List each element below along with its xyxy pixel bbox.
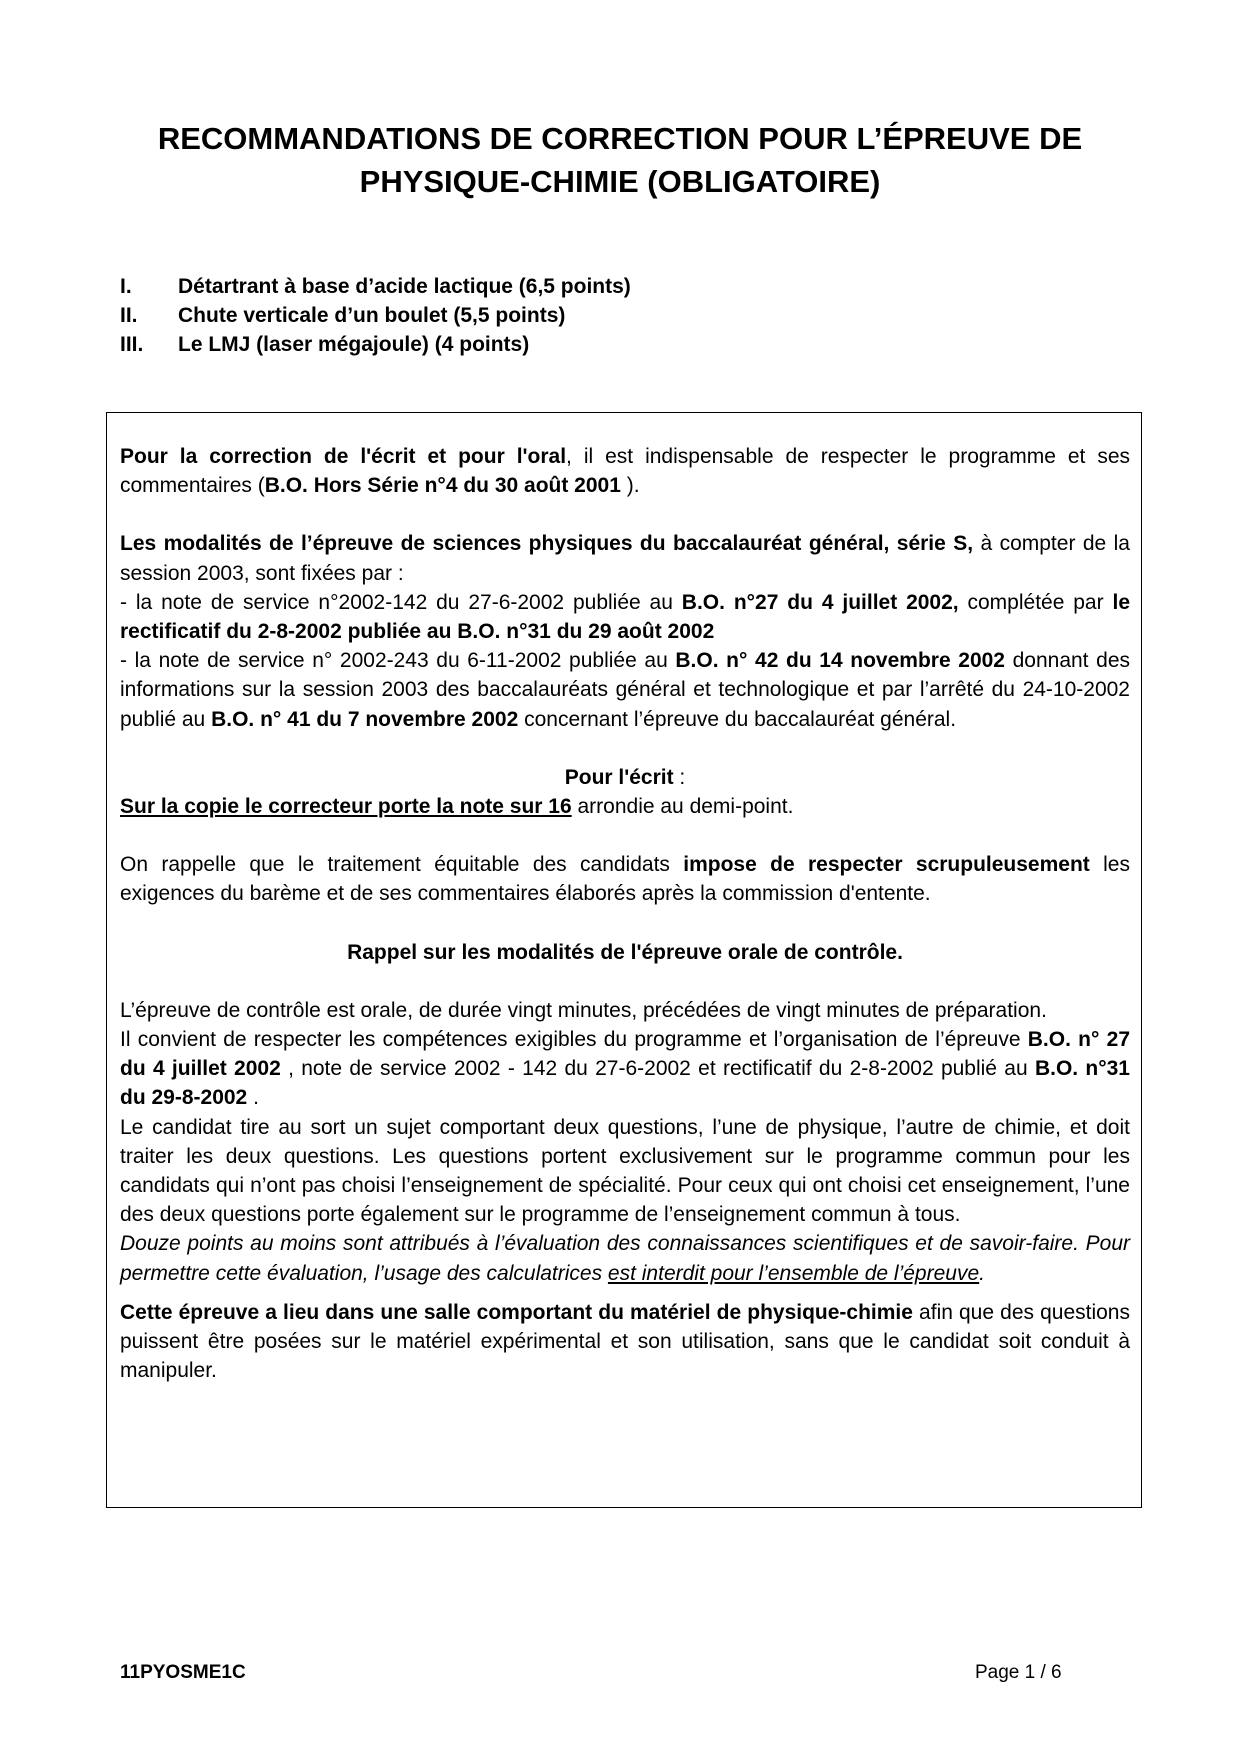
bold-text: B.O. n° 27 du 4 juillet 2002 (120, 1028, 1130, 1081)
exercise-label: Chute verticale d’un boulet (5,5 points) (178, 304, 566, 327)
paragraph-note-16 (120, 792, 1130, 821)
title-line-1: RECOMMANDATIONS DE CORRECTION POUR L’ÉPREUVE DE (157, 121, 1083, 156)
bold-text: B.O. n° 41 du 7 novembre 2002 (211, 707, 519, 731)
text: , note de service 2002 - 142 du 27-6-2002 et rectificatif du 2-8-2002 publié au (280, 1057, 1035, 1081)
text: On rappelle que le traitement équitable des candidats (120, 853, 684, 877)
text: à compter de la session 2003, sont fixées par : (120, 532, 1130, 585)
text: arrondie au demi-point. (571, 795, 794, 819)
text: : (673, 765, 686, 789)
paragraph-oral-competences (120, 1025, 1130, 1113)
exercise-item (120, 272, 631, 301)
exercise-label: Détartrant à base d’acide lactique (6,5 points) (178, 275, 631, 298)
text: , il est indispensable de respecter le programme et ses commentaires ( (120, 445, 1130, 498)
exercise-number: II. (120, 304, 138, 327)
heading-ecrit (120, 763, 1130, 792)
exercise-list (120, 272, 631, 359)
text: . (247, 1086, 259, 1110)
italic-text: Douze points au moins sont attribués à l’évaluation des connaissances scientifiques et de savoir-faire. Pour permettre cette évaluation, l’usage des calculatrices (120, 1232, 1130, 1285)
paragraph-oral-duree: L’épreuve de contrôle est orale, de durée vingt minutes, précédées de vingt minutes de préparation. (120, 998, 1047, 1022)
bold-text: le rectificatif du 2-8-2002 publiée au B.O. n°31 du 29 août 2002 (120, 590, 1130, 644)
bold-underlined-text: Sur la copie le correcteur porte la note sur 16 (120, 795, 572, 819)
bold-text: Pour la correction de l'écrit et pour l'oral (120, 445, 567, 468)
text: les exigences du barème et de ses commentaires élaborés après la commission d'entente. (120, 853, 1130, 906)
bold-text: Rappel sur les modalités de l'épreuve orale de contrôle. (347, 940, 903, 964)
paragraph-rappel (120, 850, 1130, 908)
paragraph-note-service-1 (120, 588, 1130, 646)
footer-page-number: Page 1 / 6 (975, 1662, 1062, 1683)
paragraph-correction (120, 442, 1130, 500)
exercise-number: I. (120, 275, 132, 298)
paragraph-oral-calculatrices (120, 1229, 1130, 1287)
bold-text: B.O. n°27 du 4 juillet 2002, (681, 590, 959, 614)
italic-text: . (979, 1261, 985, 1285)
text: donnant des informations sur la session 2003 des baccalauréats général et technologique et par l’arrêté du 24-10-2002 publié au (120, 649, 1130, 731)
bold-text: Cette épreuve a lieu dans une salle comportant du matériel de physique-chimie (120, 1300, 913, 1324)
text: concernant l’épreuve du baccalauréat général. (518, 707, 957, 731)
exercise-item (120, 301, 631, 330)
exercise-label: Le LMJ (laser mégajoule) (4 points) (178, 333, 530, 356)
bold-text: B.O. Hors Série n°4 du 30 août 2001 (264, 474, 621, 498)
footer-code: 11PYOSME1C (120, 1662, 246, 1683)
text: Il convient de respecter les compétences exigibles du programme et l’organisation de l’épreuve (120, 1028, 1028, 1052)
heading-oral (120, 938, 1130, 967)
text: complétée par (958, 590, 1113, 614)
text: - la note de service n° 2002-243 du 6-11-2002 publiée au (120, 649, 676, 673)
paragraph-oral-salle (120, 1298, 1130, 1386)
exercise-item (120, 330, 631, 359)
text: - la note de service n°2002-142 du 27-6-2002 publiée au (120, 590, 682, 614)
paragraph-note-service-2 (120, 646, 1130, 734)
instructions-content (120, 442, 1130, 1385)
italic-underlined-text: est interdit pour l’ensemble de l’épreuve (607, 1261, 980, 1285)
text: ). (620, 474, 640, 498)
exercise-number: III. (120, 333, 144, 356)
bold-text: B.O. n°31 du 29-8-2002 (120, 1057, 1130, 1110)
title-line-2: PHYSIQUE-CHIMIE (OBLIGATOIRE) (359, 164, 881, 199)
bold-text: B.O. n° 42 du 14 novembre 2002 (675, 649, 1005, 673)
text: afin que des questions puissent être posées sur le matériel expérimental et son utilisation, sans que le candidat soit conduit à manipuler. (120, 1300, 1130, 1383)
bold-text: Pour l'écrit (564, 765, 674, 789)
document-title (100, 117, 1140, 203)
paragraph-modalites (120, 529, 1130, 587)
bold-text: impose de respecter scrupuleusement (683, 853, 1090, 877)
paragraph-oral-sujet: Le candidat tire au sort un sujet comportant deux questions, l’une de physique, l’autre de chimie, et doit traiter les deux questions. Les questions portent exclusivement sur le programme commun pour les candidats qui n’ont pas choisi l’enseignement de spécialité. Pour ceux qui ont choisi cet enseignement, l’une des deux questions porte également sur le programme de l’enseignement commun à tous. (120, 1115, 1130, 1227)
bold-text: Les modalités de l’épreuve de sciences physiques du baccalauréat général, série S, (120, 532, 974, 556)
